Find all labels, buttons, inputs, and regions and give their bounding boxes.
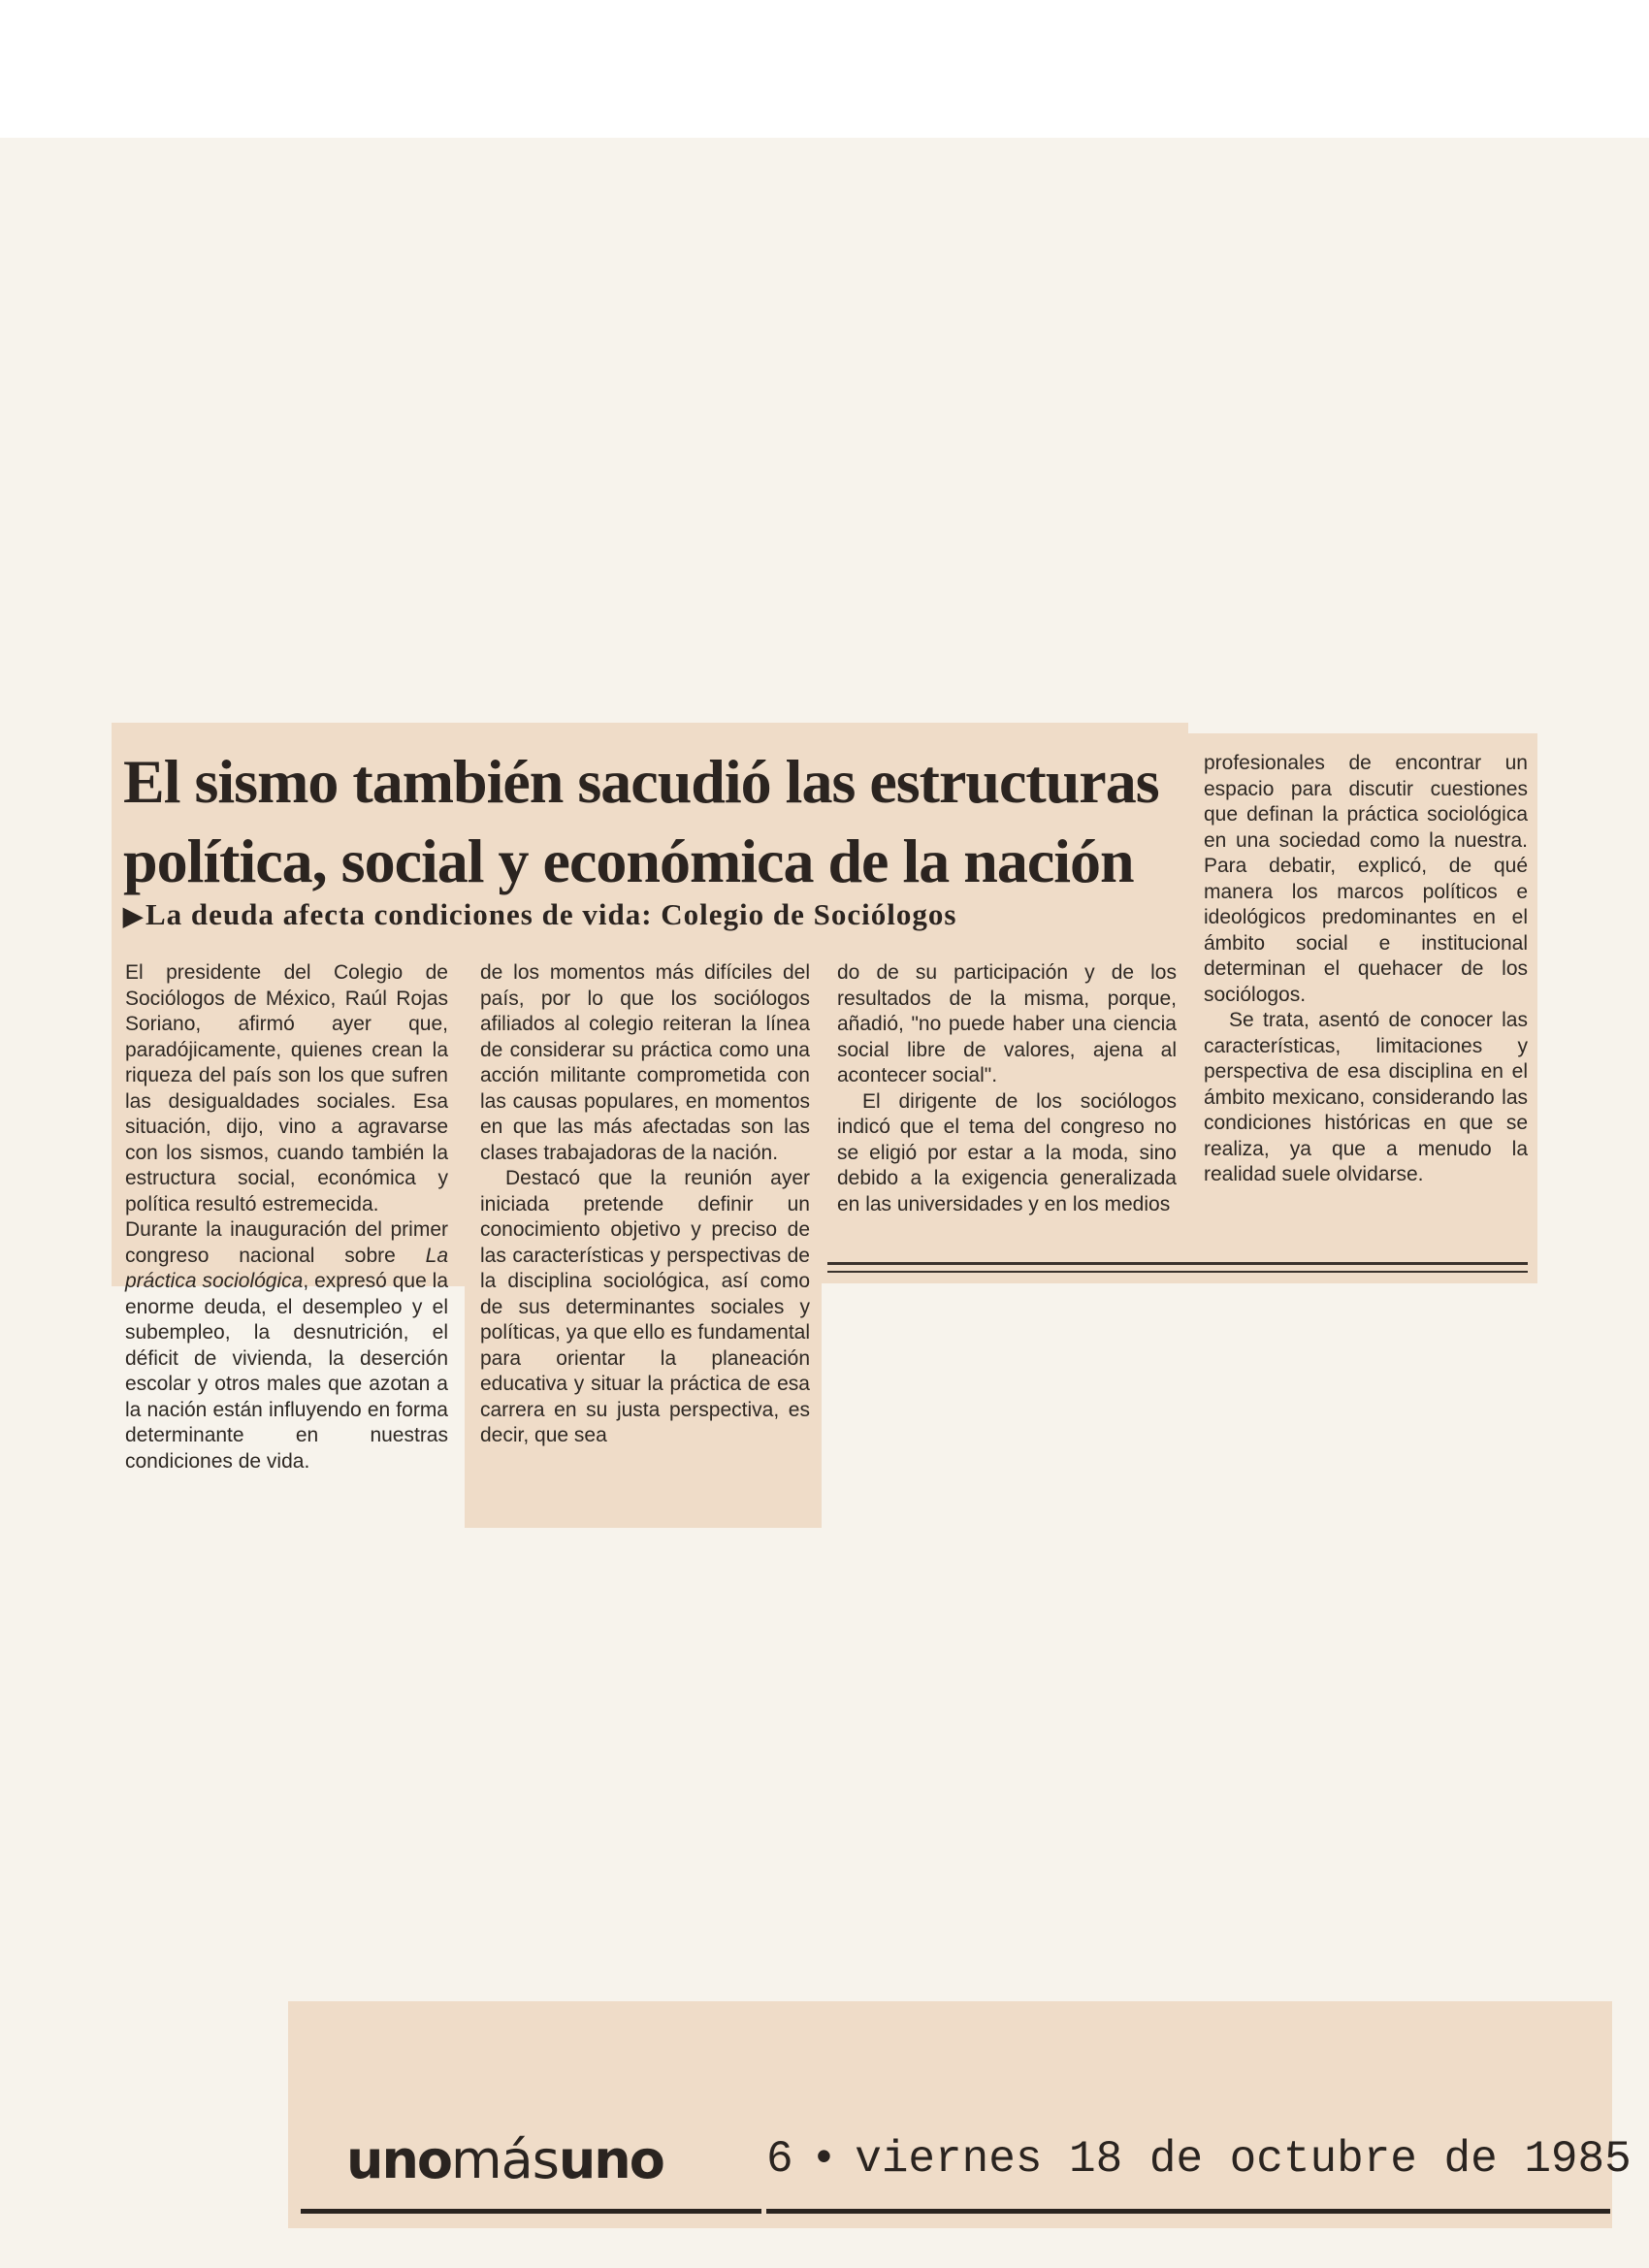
text-run: Durante la inauguración del primer congreso nacional sobre [125,1218,448,1267]
paragraph: El dirigente de los sociólogos indicó que el tema del congreso no se eligió por estar a la moda, sino debido a la exigencia generalizada en las universidades y en los medios [837,1089,1177,1215]
headline [123,742,1185,901]
page-number: 6 [766,2134,793,2185]
congress-title: La práctica sociológica [125,1244,448,1292]
arrow-marker-icon: ▶ [123,902,144,930]
paragraph: Destacó que la reunión ayer iniciada pretende definir un conocimiento objetivo y preciso de las características y perspectivas de la disciplina sociológica, así como de sus determinantes sociales y políticas, ya que ello es fundamental para orientar la planeación educativa y situar la práctica de esa carrera en su justa perspectiva, es decir, que sea [480,1167,810,1446]
paragraph: Se trata, asentó de conocer las características, limitaciones y perspectiva de esa disciplina en el ámbito mexicano, considerando las condiciones históricas en que se realiza, ya que a menudo la realidad suele olvidarse. [1204,1009,1528,1185]
masthead-uno: uno [558,2129,663,2190]
paragraph: El presidente del Colegio de Sociólogos de México, Raúl Rojas Soriano, afirmó ayer que, paradójicamente, quienes crean la riqueza del país son los que sufren las desigualdades sociales. Esa situación, dijo, vino a agravarse con los sismos, cuando también la estructura social, económica y política resultó estremecida. [125,961,448,1215]
newspaper-clipping [112,723,1537,1528]
paragraph: de los momentos más difíciles del país, por lo que los sociólogos afiliados al colegio reiteran la línea de considerar su práctica como una acción militante comprometida con las causas populares, en momentos en que las más afectadas son las clases trabajadoras de la nación. [480,961,810,1164]
footer-rule [301,2209,761,2214]
article-column-1 [125,960,448,1474]
paragraph: do de su participación y de los resultados de la misma, porque, añadió, "no puede haber una ciencia social libre de valores, ajena al acontecer social". [837,961,1177,1086]
subheadline-text: La deuda afecta condiciones de vida: Colegio de Sociólogos [146,897,957,931]
headline-line-2: política, social y económica de la nación [123,826,1134,895]
headline-line-1: El sismo también sacudió las estructuras [123,747,1159,816]
footer-rule [766,2209,1610,2214]
article-column-3 [837,960,1177,1217]
article-column-4 [1204,751,1528,1188]
article-column-2 [480,960,810,1449]
publication-date: viernes 18 de octubre de 1985 [855,2134,1632,2185]
masthead-uno: uno [346,2129,451,2190]
paragraph: profesionales de encontrar un espacio para discutir cuestiones que definan la práctica sociológica en una sociedad como la nuestra. Para debatir, explicó, de qué manera los marcos políticos e ideológicos predominantes en el ámbito social e institucional determinan el quehacer de los sociólogos. [1204,752,1528,1006]
masthead-mas: más [451,2129,559,2190]
end-rule [827,1271,1528,1273]
end-rule [827,1262,1528,1265]
subheadline [123,897,1190,932]
newspaper-masthead [346,2129,663,2190]
masthead-clipping [288,2001,1612,2228]
text-run: , expresó que la enorme deuda, el desempleo y el subempleo, la desnutrición, el déficit de vivienda, la deserción escolar y otros males que azotan a la nación están influyendo en forma determinante en nuestras condiciones de vida. [125,1270,448,1473]
dateline [766,2134,1632,2185]
paragraph [125,1217,448,1474]
bullet-icon: • [810,2134,838,2185]
